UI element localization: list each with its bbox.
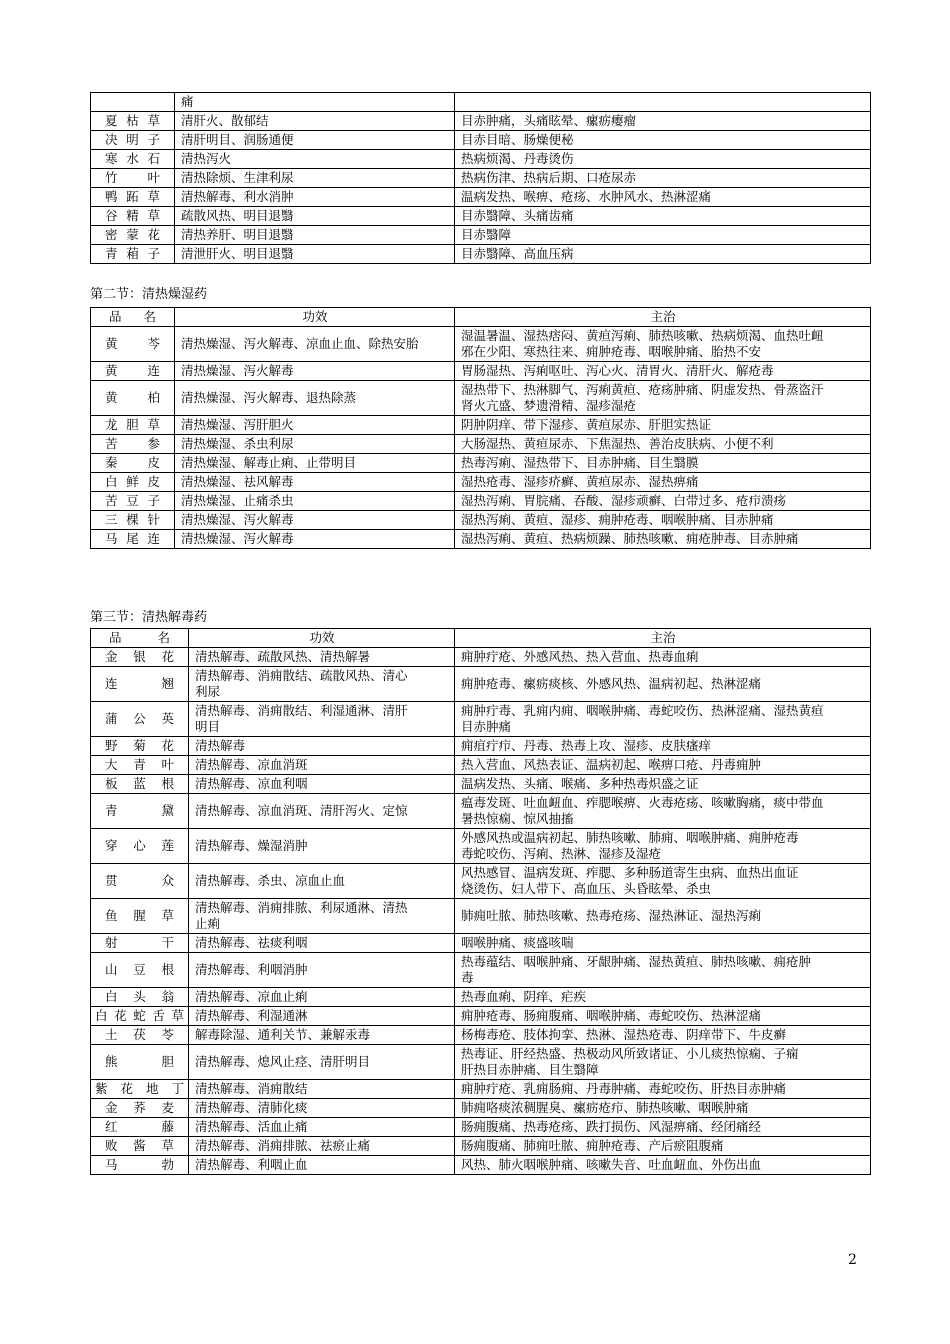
medicine-indication-line: 烧烫伤、妇人带下、高血压、头昏眩晕、杀虫 <box>461 881 712 896</box>
medicine-name: 鸭跖草 <box>91 188 175 207</box>
table-row <box>91 934 871 953</box>
section-title-3: 第三节：清热解毒药 <box>90 610 208 625</box>
table-row <box>91 207 871 226</box>
medicine-effect <box>189 1007 455 1026</box>
medicine-effect <box>189 953 455 988</box>
table-row <box>91 756 871 775</box>
table-row <box>91 1045 871 1080</box>
medicine-indication-line: 湿热泻痢、黄疸、湿疹、痈肿疮毒、咽喉肿痛、目赤肿痛 <box>461 512 774 527</box>
medicine-indication <box>455 737 871 756</box>
medicine-effect-line: 清热解毒、利咽消肿 <box>195 962 308 977</box>
medicine-indication: 目赤肿痛，头痛眩晕、瘰疬瘿瘤 <box>455 112 871 131</box>
medicine-effect-line: 清热解毒、消痈散结、疏散风热、清心 <box>195 668 408 683</box>
medicine-indication: 目赤目暗、肠燥便秘 <box>455 131 871 150</box>
medicine-name: 板蓝根 <box>91 775 189 794</box>
medicine-indication-line: 肺痈吐脓、肺热咳嗽、热毒疮疡、湿热淋证、湿热泻痢 <box>461 908 762 923</box>
medicine-name: 竹叶 <box>91 169 175 188</box>
medicine-indication <box>455 829 871 864</box>
medicine-name: 野菊花 <box>91 737 189 756</box>
header-effect: 功效 <box>175 308 455 327</box>
medicine-effect-line: 清热解毒 <box>195 738 246 753</box>
medicine-indication <box>455 1118 871 1137</box>
medicine-effect: 清热燥湿、泻火解毒、退热除蒸 <box>175 381 455 416</box>
medicine-indication-line: 湿温暑温、湿热痞闷、黄疸泻痢、肺热咳嗽、热病烦渴、血热吐衄 <box>461 328 824 343</box>
medicine-indication-line: 温病发热、头痛、喉痛、多种热毒炽盛之证 <box>461 776 699 791</box>
medicine-indication-line: 肺痈咯痰浓稠腥臭、瘰疬疮疖、肺热咳嗽、咽喉肿痛 <box>461 1100 749 1115</box>
medicine-indication-line: 杨梅毒疮、肢体拘挛、热淋、湿热疮毒、阴痒带下、牛皮癣 <box>461 1027 787 1042</box>
medicine-effect: 疏散风热、明目退翳 <box>175 207 455 226</box>
medicine-name: 射干 <box>91 934 189 953</box>
table-row <box>91 362 871 381</box>
medicine-effect: 清泄肝火、明目退翳 <box>175 245 455 264</box>
medicine-indication-line: 瘟毒发斑、吐血衄血、痄腮喉痹、火毒疮疡、咳嗽胸痛，痰中带血 <box>461 795 824 810</box>
medicine-effect: 清热除烦、生津利尿 <box>175 169 455 188</box>
medicine-indication-line: 痈肿疮毒、肠痈腹痛、咽喉肿痛、毒蛇咬伤、热淋涩痛 <box>461 1008 762 1023</box>
medicine-name: 三棵针 <box>91 511 175 530</box>
table-row <box>91 667 871 702</box>
medicine-indication <box>455 899 871 934</box>
medicine-effect-line: 清热解毒、消痈排脓、利尿通淋、清热 <box>195 900 408 915</box>
medicine-indication <box>455 988 871 1007</box>
medicine-name: 决明子 <box>91 131 175 150</box>
medicine-indication-line: 邪在少阳、寒热往来、痈肿疮毒、咽喉肿痛、胎热不安 <box>461 344 762 359</box>
medicine-indication-line: 热毒蕴结、咽喉肿痛、牙龈肿痛、湿热黄疸、肺热咳嗽、痈疮肿 <box>461 954 812 969</box>
medicine-effect <box>189 702 455 737</box>
medicine-effect-line: 清热解毒、凉血消斑、清肝泻火、定惊 <box>195 803 408 818</box>
medicine-effect <box>189 648 455 667</box>
medicine-indication <box>455 416 871 435</box>
medicine-indication: 目赤翳障、高血压病 <box>455 245 871 264</box>
medicine-indication-line: 湿热泻痢、胃脘痛、吞酸、湿疹顽癣、白带过多、疮疖溃疡 <box>461 493 787 508</box>
medicine-indication-line: 热毒泻痢、湿热带下、目赤肿痛、目生翳膜 <box>461 455 699 470</box>
medicine-effect <box>189 864 455 899</box>
medicine-name: 白花蛇舌草 <box>91 1007 189 1026</box>
medicine-indication <box>455 1137 871 1156</box>
medicine-name: 寒水石 <box>91 150 175 169</box>
medicine-indication <box>455 381 871 416</box>
table-row <box>91 131 871 150</box>
medicine-indication-line: 风热感冒、温病发斑、痄腮、多种肠道寄生虫病、血热出血证 <box>461 865 799 880</box>
medicine-effect-line: 清热解毒、燥湿消肿 <box>195 838 308 853</box>
medicine-name: 连翘 <box>91 667 189 702</box>
medicine-indication-line: 痈肿疔疮、乳痈肠痈、丹毒肿痛、毒蛇咬伤、肝热目赤肿痛 <box>461 1081 787 1096</box>
table-row <box>91 1080 871 1099</box>
medicine-indication <box>455 1007 871 1026</box>
table-section3 <box>90 628 871 1175</box>
medicine-effect-line: 清热解毒、清肺化痰 <box>195 1100 308 1115</box>
medicine-indication-line: 热毒证、肝经热盛、热极动风所致诸证、小儿痰热惊痫、子痫 <box>461 1046 799 1061</box>
table-row <box>91 327 871 362</box>
table-section1-continued <box>90 92 871 264</box>
medicine-effect: 清热养肝、明目退翳 <box>175 226 455 245</box>
medicine-effect-line: 清热解毒、凉血止痢 <box>195 989 308 1004</box>
medicine-indication-line: 痈肿疔疮、外感风热、热入营血、热毒血痢 <box>461 649 699 664</box>
table-row <box>91 188 871 207</box>
medicine-effect: 清热燥湿、泻肝胆火 <box>175 416 455 435</box>
medicine-name: 贯众 <box>91 864 189 899</box>
medicine-effect: 痛 <box>175 93 455 112</box>
medicine-name: 马尾连 <box>91 530 175 549</box>
medicine-indication-line: 毒 <box>461 970 474 985</box>
table-row <box>91 988 871 1007</box>
medicine-name: 青葙子 <box>91 245 175 264</box>
medicine-indication <box>455 1026 871 1045</box>
medicine-indication-line: 咽喉肿痛、痰盛咳喘 <box>461 935 574 950</box>
medicine-indication <box>455 1156 871 1175</box>
medicine-indication <box>455 1080 871 1099</box>
medicine-effect <box>189 737 455 756</box>
medicine-indication <box>455 473 871 492</box>
medicine-name: 大青叶 <box>91 756 189 775</box>
table-row <box>91 1137 871 1156</box>
medicine-indication-line: 湿热泻痢、黄疸、热病烦躁、肺热咳嗽、痈疮肿毒、目赤肿痛 <box>461 531 799 546</box>
medicine-name: 鱼腥草 <box>91 899 189 934</box>
medicine-name: 红藤 <box>91 1118 189 1137</box>
medicine-name: 金银花 <box>91 648 189 667</box>
medicine-indication <box>455 327 871 362</box>
medicine-indication <box>455 953 871 988</box>
medicine-name: 龙胆草 <box>91 416 175 435</box>
table-row <box>91 150 871 169</box>
medicine-effect: 清肝火、散郁结 <box>175 112 455 131</box>
table-row <box>91 381 871 416</box>
medicine-indication <box>455 702 871 737</box>
medicine-name: 黄柏 <box>91 381 175 416</box>
medicine-effect-line: 明目 <box>195 719 221 734</box>
medicine-effect <box>189 829 455 864</box>
medicine-effect-line: 止痢 <box>195 916 221 931</box>
medicine-name: 秦皮 <box>91 454 175 473</box>
medicine-name: 黄连 <box>91 362 175 381</box>
medicine-indication <box>455 93 871 112</box>
medicine-indication <box>455 454 871 473</box>
medicine-effect <box>189 1026 455 1045</box>
table-row <box>91 245 871 264</box>
medicine-effect <box>189 667 455 702</box>
medicine-effect-line: 清热解毒、疏散风热、清热解暑 <box>195 649 371 664</box>
section-title-2: 第二节：清热燥湿药 <box>90 287 208 302</box>
medicine-name: 苦豆子 <box>91 492 175 511</box>
medicine-indication-line: 大肠湿热、黄疸尿赤、下焦湿热、善治皮肤病、小便不利 <box>461 436 774 451</box>
medicine-indication <box>455 511 871 530</box>
medicine-name: 白头翁 <box>91 988 189 1007</box>
medicine-indication <box>455 362 871 381</box>
medicine-effect <box>189 1080 455 1099</box>
medicine-indication-line: 毒蛇咬伤、泻痢、热淋、湿疹及湿疮 <box>461 846 662 861</box>
medicine-name: 紫花地丁 <box>91 1080 189 1099</box>
header-name: 品名 <box>91 308 175 327</box>
medicine-indication-line: 目赤肿痛 <box>461 719 512 734</box>
medicine-name <box>91 93 175 112</box>
table-row <box>91 648 871 667</box>
medicine-effect: 清热燥湿、泻火解毒、凉血止血、除热安胎 <box>175 327 455 362</box>
table-row <box>91 953 871 988</box>
medicine-indication <box>455 794 871 829</box>
medicine-indication-line: 暑热惊痫、惊风抽搐 <box>461 811 574 826</box>
table-row <box>91 530 871 549</box>
medicine-indication-line: 痈疽疔疖、丹毒、热毒上攻、湿疹、皮肤瘙痒 <box>461 738 712 753</box>
medicine-indication-line: 痈肿疮毒、瘰疬痰核、外感风热、温病初起、热淋涩痛 <box>461 676 762 691</box>
table-row <box>91 794 871 829</box>
medicine-indication-line: 痈肿疔毒、乳痈内痈、咽喉肿痛、毒蛇咬伤、热淋涩痛、湿热黄疸 <box>461 703 824 718</box>
table-row <box>91 454 871 473</box>
medicine-effect <box>189 899 455 934</box>
medicine-effect: 清热燥湿、泻火解毒 <box>175 511 455 530</box>
medicine-effect: 清肝明目、润肠通便 <box>175 131 455 150</box>
medicine-name: 马勃 <box>91 1156 189 1175</box>
medicine-indication-line: 肠痈腹痛、热毒疮疡、跌打损伤、风湿痹痛、经闭痛经 <box>461 1119 762 1134</box>
medicine-effect: 清热燥湿、杀虫利尿 <box>175 435 455 454</box>
table-row <box>91 1026 871 1045</box>
medicine-indication <box>455 756 871 775</box>
medicine-indication <box>455 648 871 667</box>
medicine-effect <box>189 1099 455 1118</box>
medicine-indication-line: 热毒血痢、阴痒、疟疾 <box>461 989 587 1004</box>
medicine-effect <box>189 1137 455 1156</box>
medicine-effect <box>189 775 455 794</box>
medicine-name: 夏枯草 <box>91 112 175 131</box>
medicine-indication <box>455 530 871 549</box>
medicine-indication-line: 外感风热或温病初起、肺热咳嗽、肺痈、咽喉肿痛、痈肿疮毒 <box>461 830 799 845</box>
medicine-indication <box>455 667 871 702</box>
medicine-effect-line: 清热解毒、凉血消斑 <box>195 757 308 772</box>
table-row <box>91 1118 871 1137</box>
medicine-effect <box>189 1045 455 1080</box>
medicine-indication: 温病发热、喉痹、疮疡、水肿风水、热淋涩痛 <box>455 188 871 207</box>
header-indication: 主治 <box>455 629 871 648</box>
medicine-effect-line: 清热解毒、消痈散结 <box>195 1081 308 1096</box>
table-row <box>91 1156 871 1175</box>
medicine-indication-line: 湿热疮毒、湿疹疥癣、黄疸尿赤、湿热痹痛 <box>461 474 699 489</box>
medicine-name: 穿心莲 <box>91 829 189 864</box>
table-row <box>91 775 871 794</box>
table-row <box>91 435 871 454</box>
medicine-effect <box>189 1156 455 1175</box>
table-row <box>91 473 871 492</box>
medicine-effect-line: 清热解毒、祛痰利咽 <box>195 935 308 950</box>
medicine-effect <box>189 1118 455 1137</box>
medicine-indication: 热病伤津、热病后期、口疮尿赤 <box>455 169 871 188</box>
medicine-effect: 清热燥湿、止痛杀虫 <box>175 492 455 511</box>
table-row <box>91 702 871 737</box>
medicine-effect-line: 清热解毒、利湿通淋 <box>195 1008 308 1023</box>
medicine-effect <box>189 988 455 1007</box>
table-row <box>91 112 871 131</box>
medicine-indication <box>455 435 871 454</box>
medicine-indication-line: 风热、肺火咽喉肿痛、咳嗽失音、吐血衄血、外伤出血 <box>461 1157 762 1172</box>
medicine-name: 败酱草 <box>91 1137 189 1156</box>
table-row <box>91 1007 871 1026</box>
medicine-effect: 清热燥湿、泻火解毒 <box>175 362 455 381</box>
medicine-effect <box>189 756 455 775</box>
table-row <box>91 737 871 756</box>
medicine-name: 苦参 <box>91 435 175 454</box>
header-name: 品名 <box>91 629 189 648</box>
medicine-name: 谷精草 <box>91 207 175 226</box>
medicine-name: 蒲公英 <box>91 702 189 737</box>
table-row <box>91 416 871 435</box>
medicine-effect-line: 清热解毒、活血止痛 <box>195 1119 308 1134</box>
table-row <box>91 492 871 511</box>
medicine-effect <box>189 934 455 953</box>
medicine-indication-line: 肝热目赤肿痛、目生翳障 <box>461 1062 599 1077</box>
medicine-indication: 目赤翳障 <box>455 226 871 245</box>
medicine-name: 青黛 <box>91 794 189 829</box>
header-effect: 功效 <box>189 629 455 648</box>
medicine-indication <box>455 775 871 794</box>
header-indication: 主治 <box>455 308 871 327</box>
page-number: 2 <box>848 1252 857 1268</box>
table-row <box>91 226 871 245</box>
medicine-effect: 清热解毒、利水消肿 <box>175 188 455 207</box>
medicine-effect-line: 解毒除湿、通利关节、兼解汞毒 <box>195 1027 371 1042</box>
medicine-indication-line: 湿热带下、热淋脚气、泻痢黄疸、疮疡肿痛、阴虚发热、骨蒸盗汗 <box>461 382 824 397</box>
medicine-effect-line: 利尿 <box>195 684 221 699</box>
table-row <box>91 169 871 188</box>
table-row <box>91 511 871 530</box>
medicine-name: 熊胆 <box>91 1045 189 1080</box>
medicine-indication-line: 热入营血、风热表证、温病初起、喉痹口疮、丹毒痈肿 <box>461 757 762 772</box>
table-row <box>91 93 871 112</box>
medicine-name: 白鲜皮 <box>91 473 175 492</box>
medicine-indication: 热病烦渴、丹毒烫伤 <box>455 150 871 169</box>
medicine-name: 土茯苓 <box>91 1026 189 1045</box>
medicine-name: 黄芩 <box>91 327 175 362</box>
medicine-effect-line: 清热解毒、消痈排脓、祛瘀止痛 <box>195 1138 371 1153</box>
table-row <box>91 829 871 864</box>
medicine-effect-line: 清热解毒、消痈散结、利湿通淋、清肝 <box>195 703 408 718</box>
table-row <box>91 899 871 934</box>
medicine-indication: 目赤翳障、头痛齿痛 <box>455 207 871 226</box>
table-row <box>91 864 871 899</box>
medicine-indication-line: 胃肠湿热、泻痢呕吐、泻心火、清胃火、清肝火、解疮毒 <box>461 363 774 378</box>
medicine-name: 金荞麦 <box>91 1099 189 1118</box>
medicine-effect: 清热泻火 <box>175 150 455 169</box>
table-section2 <box>90 307 871 549</box>
medicine-indication <box>455 1045 871 1080</box>
medicine-effect <box>189 794 455 829</box>
medicine-effect: 清热燥湿、祛风解毒 <box>175 473 455 492</box>
medicine-effect: 清热燥湿、解毒止痢、止带明目 <box>175 454 455 473</box>
medicine-effect-line: 清热解毒、凉血利咽 <box>195 776 308 791</box>
medicine-indication-line: 肾火亢盛、梦遗滑精、湿疹湿疮 <box>461 398 637 413</box>
table-row <box>91 1099 871 1118</box>
medicine-effect: 清热燥湿、泻火解毒 <box>175 530 455 549</box>
medicine-indication-line: 阴肿阴痒、带下湿疹、黄疸尿赤、肝胆实热证 <box>461 417 712 432</box>
medicine-indication <box>455 934 871 953</box>
medicine-effect-line: 清热解毒、熄风止痉、清肝明目 <box>195 1054 371 1069</box>
medicine-name: 密蒙花 <box>91 226 175 245</box>
medicine-name: 山豆根 <box>91 953 189 988</box>
medicine-indication-line: 肠痈腹痛、肺痈吐脓、痈肿疮毒、产后瘀阻腹痛 <box>461 1138 724 1153</box>
medicine-indication <box>455 1099 871 1118</box>
medicine-indication <box>455 492 871 511</box>
medicine-indication <box>455 864 871 899</box>
medicine-effect-line: 清热解毒、利咽止血 <box>195 1157 308 1172</box>
medicine-effect-line: 清热解毒、杀虫、凉血止血 <box>195 873 346 888</box>
